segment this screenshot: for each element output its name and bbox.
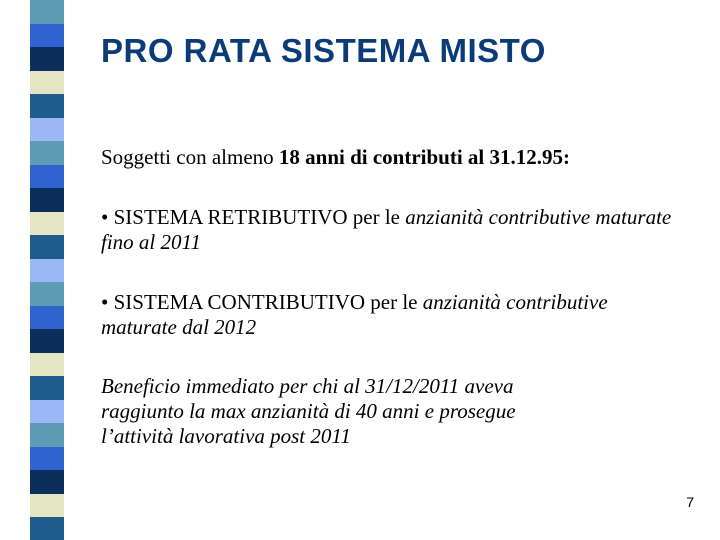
stripe-block — [30, 24, 64, 48]
stripe-block — [30, 47, 64, 71]
slide-title: PRO RATA SISTEMA MISTO — [101, 32, 546, 69]
stripe-block — [30, 423, 64, 447]
stripe-block — [30, 141, 64, 165]
stripe-block — [30, 235, 64, 259]
intro-bold: 18 anni di contributi al 31.12.95: — [278, 145, 571, 169]
bullet1-italic: anzianità contributive maturate fino al 2011 — [101, 205, 672, 254]
stripe-block — [30, 470, 64, 494]
note-line-3: l’attività lavorativa post 2011 — [101, 424, 351, 448]
benefit-note — [101, 374, 516, 449]
note-line-2: raggiunto la max anzianità di 40 anni e prosegue — [101, 399, 516, 423]
stripe-block — [30, 165, 64, 189]
stripe-block — [30, 188, 64, 212]
bullet2-italic: anzianità contributive maturate dal 2012 — [101, 290, 608, 339]
stripe-block — [30, 0, 64, 24]
decorative-stripe-bar — [30, 0, 64, 540]
stripe-block — [30, 400, 64, 424]
stripe-block — [30, 259, 64, 283]
stripe-block — [30, 94, 64, 118]
bullet2-prefix: • SISTEMA CONTRIBUTIVO per le — [101, 290, 423, 314]
stripe-block — [30, 517, 64, 540]
stripe-block — [30, 447, 64, 471]
note-line-1: Beneficio immediato per chi al 31/12/2011 aveva — [101, 374, 514, 398]
bullet1-prefix: • SISTEMA RETRIBUTIVO per le — [101, 205, 406, 229]
stripe-block — [30, 494, 64, 518]
stripe-block — [30, 353, 64, 377]
stripe-block — [30, 329, 64, 353]
intro-line — [101, 145, 570, 170]
stripe-block — [30, 212, 64, 236]
bullet-contributivo — [101, 290, 681, 340]
stripe-block — [30, 282, 64, 306]
page-number: 7 — [686, 494, 694, 510]
intro-prefix: Soggetti con almeno — [101, 145, 279, 169]
stripe-block — [30, 306, 64, 330]
stripe-block — [30, 71, 64, 95]
bullet-retributivo — [101, 205, 681, 255]
stripe-block — [30, 118, 64, 142]
stripe-block — [30, 376, 64, 400]
